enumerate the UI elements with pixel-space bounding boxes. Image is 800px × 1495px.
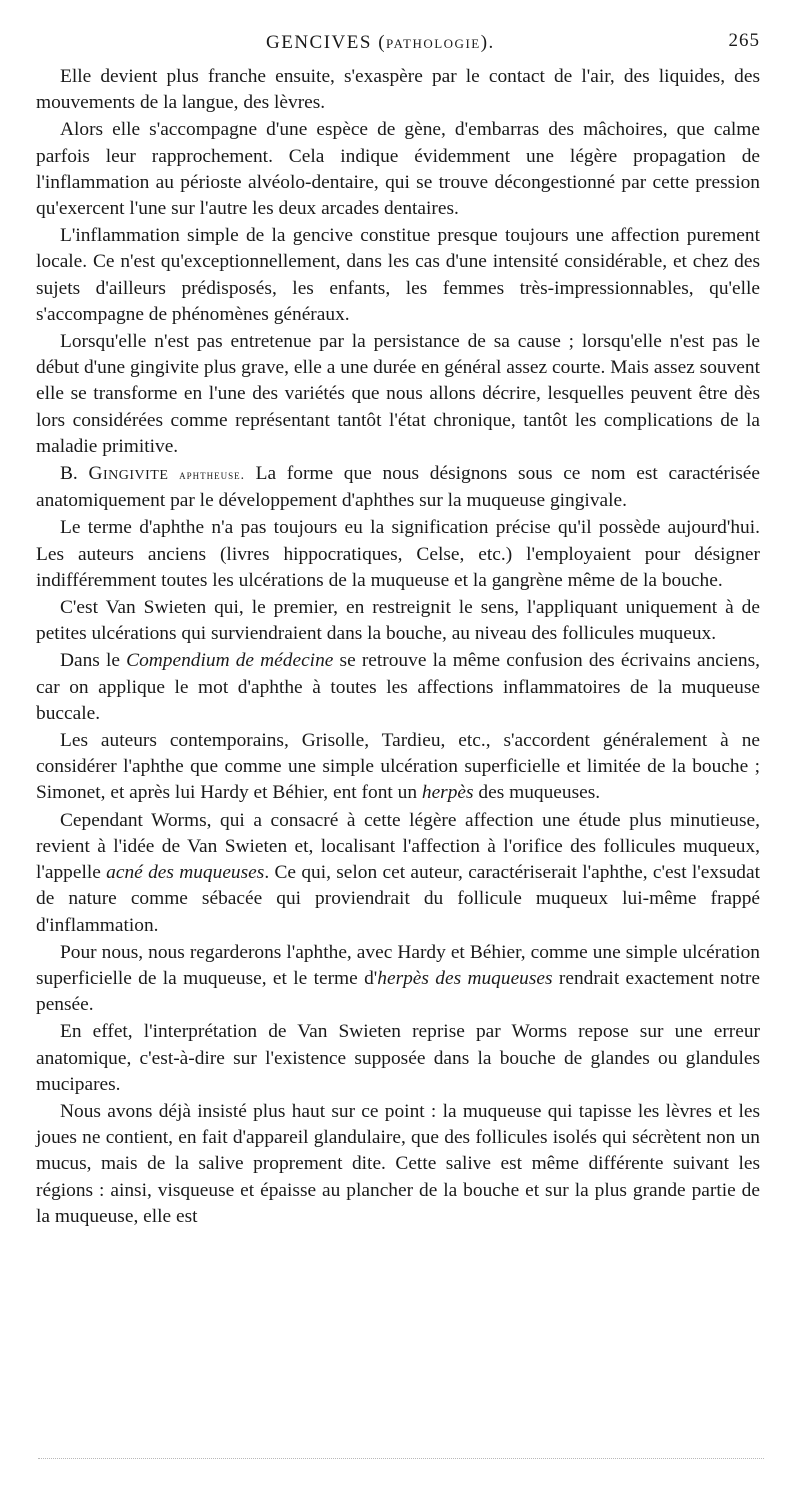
paragraph-10 xyxy=(36,808,760,939)
running-head xyxy=(0,30,800,60)
section-label: B. xyxy=(60,463,78,485)
section-text: La forme que nous désignons sous ce nom est caractérisée anatomiquement par le développement d'aphthes sur la muqueuse gingivale. xyxy=(36,463,760,512)
paragraph-12: En effet, l'interprétation de Van Swieten reprise par Worms repose sur une erreur anatomique, c'est-à-dire sur l'existence supposée dans la bouche de glandes ou glandules mucipares. xyxy=(36,1021,760,1095)
paragraph-1: Elle devient plus franche ensuite, s'exaspère par le contact de l'air, des liquides, des mouvements de la langue, des lèvres. xyxy=(36,66,760,114)
footer-rule xyxy=(38,1458,764,1459)
paragraph-5 xyxy=(36,461,760,514)
paragraph-13: Nous avons déjà insisté plus haut sur ce point : la muqueuse qui tapisse les lèvres et les joues ne contient, en fait d'appareil glandulaire, que des follicules isolés qui sécrètent non un mucus, mais de la salive proprement dite. Cette salive est même différente suivant les régions : ainsi, visqueuse et épaisse au plancher de la bouche et sur la plus grande partie de la muqueuse, elle est xyxy=(36,1100,760,1227)
paragraph-8-text-a: Dans le xyxy=(60,650,127,672)
running-title-subtitle: PATHOLOGIE xyxy=(386,36,481,51)
paragraph-8 xyxy=(36,648,760,727)
paragraph-11-italic: herpès des muqueuses xyxy=(377,967,553,989)
running-title xyxy=(266,32,495,54)
paragraph-11-text-b: rendrait exactement notre pensée. xyxy=(36,967,760,1016)
section-heading-word-1: Gingivite xyxy=(88,463,169,485)
paragraph-9-italic: herpès xyxy=(421,782,474,804)
body-text xyxy=(36,64,760,1231)
paragraph-4: Lorsqu'elle n'est pas entretenue par la persistance de sa cause ; lorsqu'elle n'est pas le début d'une gingivite plus grave, elle a une durée en général assez courte. Mais assez souvent elle se transforme en l'une des variétés que nous allons décrire, lesquelles peuvent être dès lors considérées comme représentant tantôt l'état chronique, tantôt les complications de la maladie primitive. xyxy=(36,331,760,457)
paragraph-8-italic: Compendium de médecine xyxy=(126,650,334,672)
paragraph-9-text-b: des muqueuses. xyxy=(473,782,601,804)
running-title-main: GENCIVES xyxy=(266,32,372,53)
running-title-paren-close: ). xyxy=(480,32,495,53)
paragraph-9-text-a: Les auteurs contemporains, Grisolle, Tardieu, etc., s'accordent généralement à ne considérer l'aphthe que comme une simple ulcération superficielle et limitée de la bouche ; Simonet, et après lui Hardy et Béhier, ent font un xyxy=(36,730,760,804)
paragraph-11-text-a: Pour nous, nous regarderons l'aphthe, avec Hardy et Béhier, comme une simple ulcération superficielle de la muqueuse, et le terme d' xyxy=(36,941,760,989)
paragraph-2: Alors elle s'accompagne d'une espèce de gène, d'embarras des mâchoires, que calme parfois leur rapprochement. Cela indique évidemment une légère propagation de l'inflammation au périoste alvéolo-dentaire, qui se trouve décongestionné par cette pression qu'exercent l'une sur l'autre les deux arcades dentaires. xyxy=(36,119,760,220)
paragraph-3: L'inflammation simple de la gencive constitue presque toujours une affection purement locale. Ce n'est qu'exceptionnellement, dans les cas d'une intensité considérable, et chez des sujets d'ailleurs prédisposés, les enfants, les femmes très-impressionnables, qu'elle s'accompagne de phénomènes généraux. xyxy=(36,225,760,325)
paragraph-11 xyxy=(36,940,760,1019)
paragraph-10-italic: acné des muqueuses xyxy=(106,862,265,884)
section-heading-word-2: aphtheuse. xyxy=(179,467,245,483)
page-number: 265 xyxy=(728,30,760,51)
running-title-paren-open: ( xyxy=(371,32,387,53)
paragraph-9 xyxy=(36,728,760,807)
paragraph-6: Le terme d'aphthe n'a pas toujours eu la signification précise qu'il possède aujourd'hui. Les auteurs anciens (livres hippocratiques, Celse, etc.) l'employaient pour désigner indifféremment toutes les ulcérations de la muqueuse et la gangrène même de la bouche. xyxy=(36,517,760,591)
paragraph-10-text-a: Cependant Worms, qui a consacré à cette légère affection une étude plus minutieuse, revient à l'idée de Van Swieten et, localisant l'affection à l'orifice des follicules muqueux, l'appelle xyxy=(36,809,760,884)
paragraph-10-text-b: . Ce qui, selon cet auteur, caractériserait l'aphthe, c'est l'exsudat de nature comme sébacée qui proviendrait du follicule muqueux lui-même frappé d'inflammation. xyxy=(36,862,760,936)
paragraph-8-text-b: se retrouve la même confusion des écrivains anciens, car on applique le mot d'aphthe à toutes les affections inflammatoires de la muqueuse buccale. xyxy=(36,650,760,724)
paragraph-7: C'est Van Swieten qui, le premier, en restreignit le sens, l'appliquant uniquement à de petites ulcérations qui surviendraient dans la bouche, au niveau des follicules muqueux. xyxy=(36,597,760,645)
